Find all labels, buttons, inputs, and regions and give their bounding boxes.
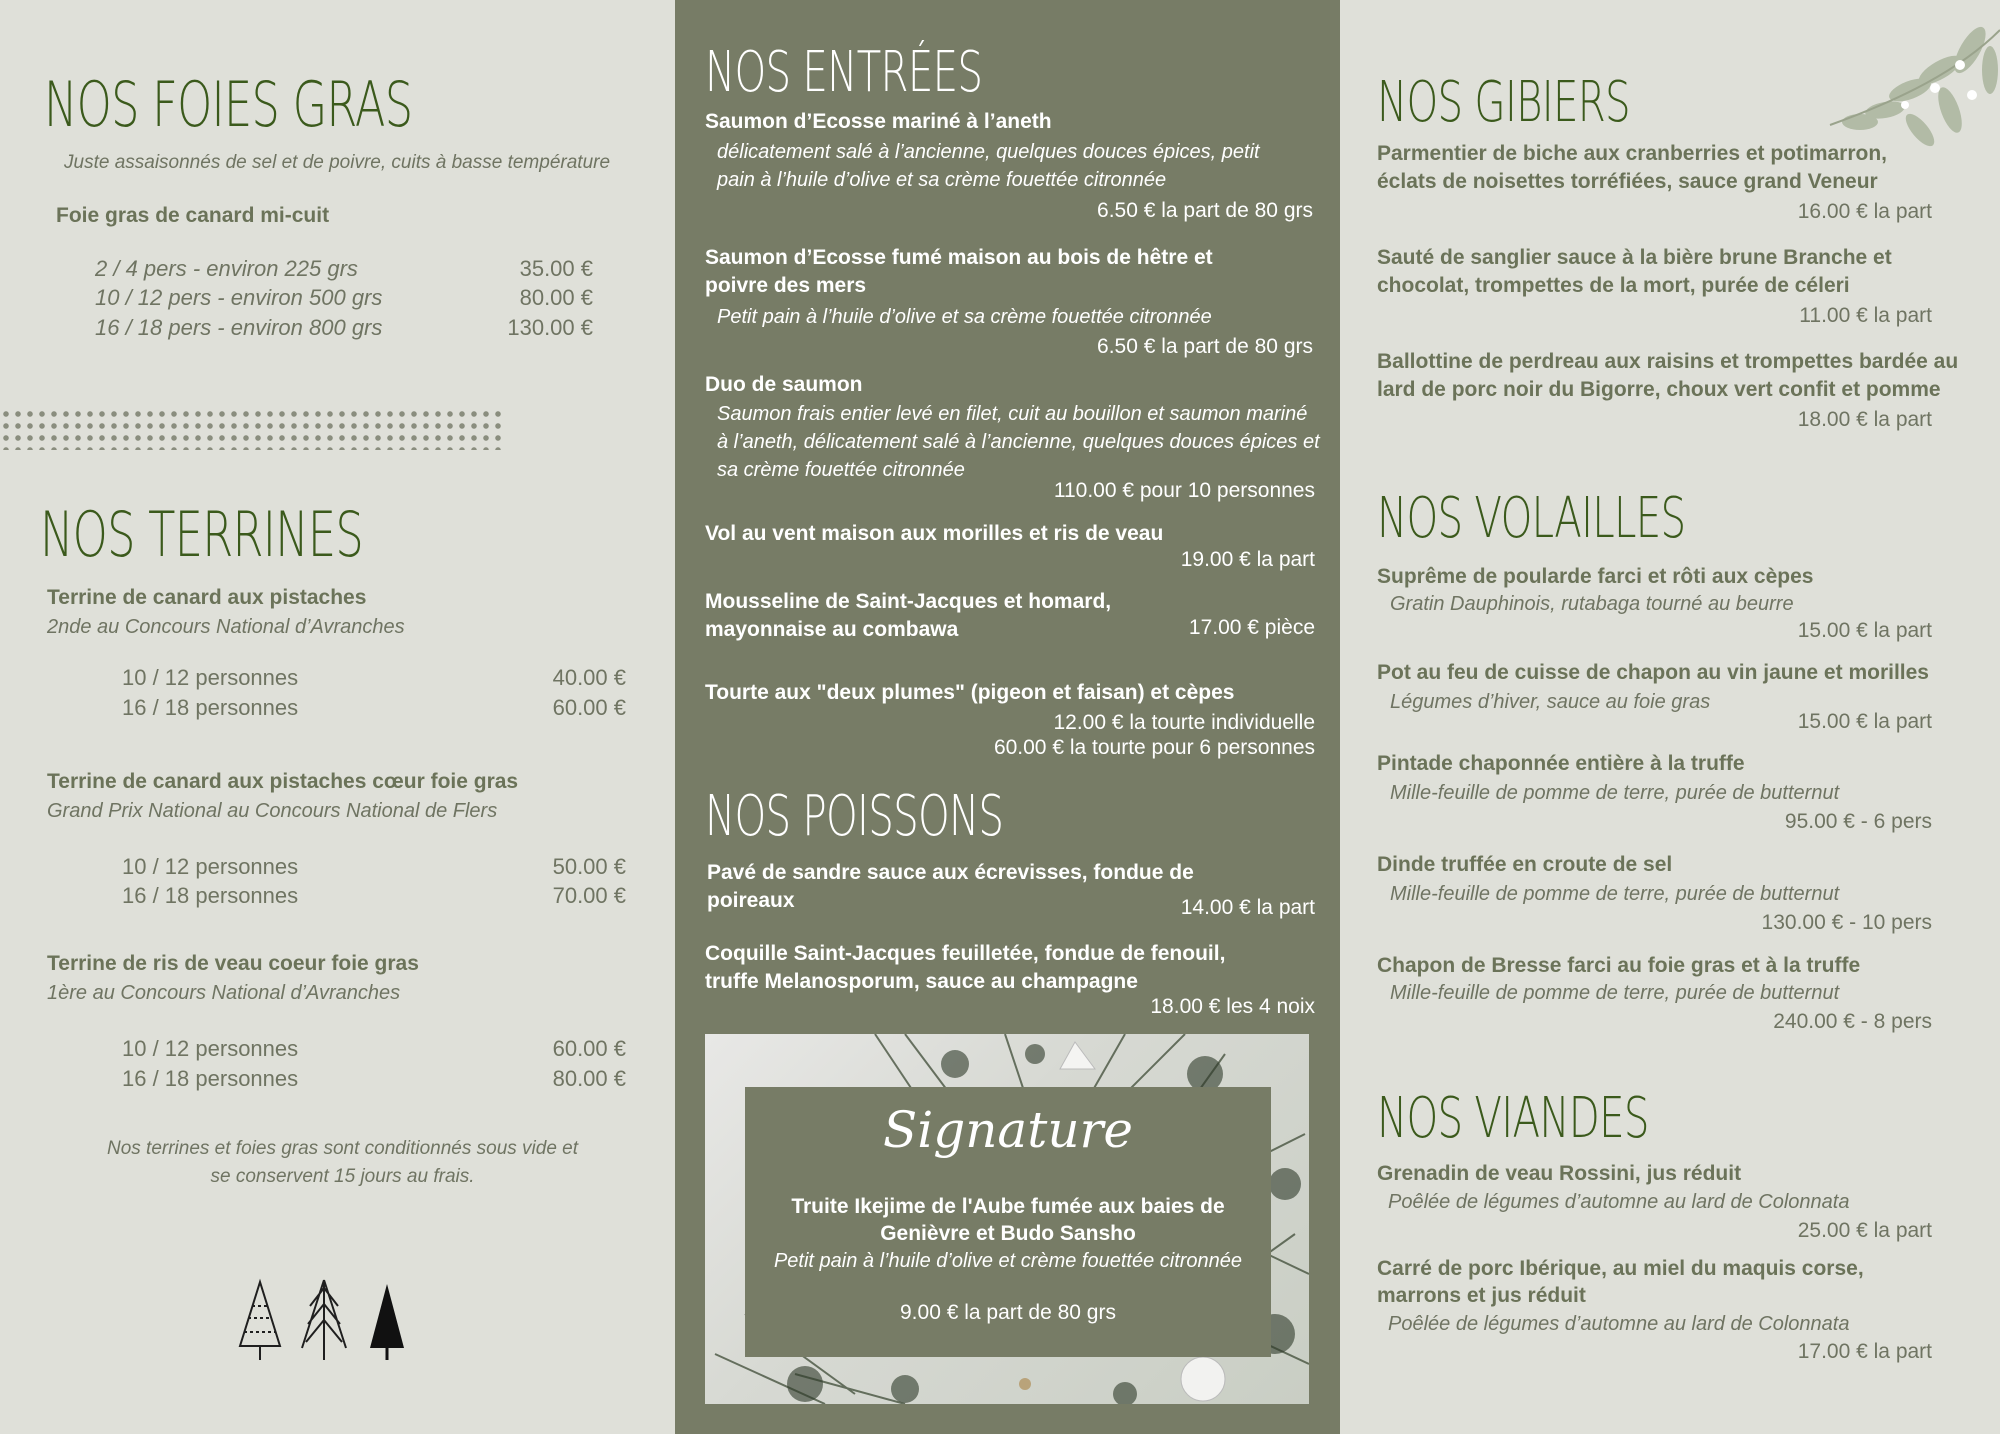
item-description: sa crème fouettée citronnée [717,459,965,481]
item-price: 60.00 € la tourte pour 6 personnes [993,736,1315,759]
item-name: chocolat, trompettes de la mort, purée de céleri [1377,274,1850,297]
price-row-value: 60.00 € [552,695,626,720]
item-name: Carré de porc Ibérique, au miel du maquis corse, [1377,1257,1864,1280]
item-description: Poêlée de légumes d’automne au lard de Colonnata [1388,1191,1850,1213]
item-description: Saumon frais entier levé en filet, cuit au bouillon et saumon mariné [717,403,1308,425]
storage-note: se conservent 15 jours au frais. [210,1166,475,1187]
signature-item-description: Petit pain à l’huile d’olive et crème fouettée citronnée [773,1250,1243,1272]
terrine-name: Terrine de canard aux pistaches [47,586,367,609]
item-price: 240.00 € - 8 pers [1773,1010,1932,1033]
price-row-value: 60.00 € [552,1036,626,1061]
item-price: 6.50 € la part de 80 grs [1097,199,1313,222]
price-row-label: 10 / 12 personnes [122,854,299,879]
item-name: poireaux [707,889,795,912]
item-price: 16.00 € la part [1797,200,1932,223]
price-row-label: 16 / 18 personnes [122,695,299,720]
dots-pattern [0,408,504,450]
item-name: Vol au vent maison aux morilles et ris de veau [705,522,1164,545]
terrine-award: 1ère au Concours National d’Avranches [47,982,401,1004]
item-name: mayonnaise au combawa [705,618,959,641]
item-name: truffe Melanosporum, sauce au champagne [705,970,1138,993]
item-description: Gratin Dauphinois, rutabaga tourné au beurre [1390,593,1794,615]
terrine-award: Grand Prix National au Concours National de Flers [47,800,498,822]
item-description: à l’aneth, délicatement salé à l’ancienne, quelques douces épices et [717,431,1320,453]
price-row-label: 16 / 18 personnes [122,1066,299,1091]
item-name: Dinde truffée en croute de sel [1377,853,1673,876]
item-name: marrons et jus réduit [1377,1284,1586,1307]
price-row-value: 80.00 € [552,1066,626,1091]
item-name: Mousseline de Saint-Jacques et homard, [705,590,1112,613]
item-price: 17.00 € pièce [1188,616,1315,639]
entrees-heading: NOS ENTRÉES [705,40,983,105]
item-description: Légumes d’hiver, sauce au foie gras [1390,691,1711,713]
item-price: 25.00 € la part [1797,1219,1932,1242]
price-row-label: 10 / 12 personnes [122,665,299,690]
item-price: 95.00 € - 6 pers [1784,810,1932,833]
christmas-tree-icon [232,1276,412,1362]
item-description: délicatement salé à l’ancienne, quelques douces épices, petit [717,141,1260,163]
foies-gras-heading: NOS FOIES GRAS [44,68,413,141]
item-price: 18.00 € la part [1797,408,1932,431]
item-price: 19.00 € la part [1180,548,1315,571]
item-description: pain à l’huile d’olive et sa crème fouettée citronnée [717,169,1167,191]
price-row-label: 16 / 18 pers - environ 800 grs [95,315,383,340]
price-row-value: 40.00 € [552,665,626,690]
item-price: 12.00 € la tourte individuelle [1053,711,1315,734]
item-name: Saumon d’Ecosse fumé maison au bois de hêtre et [705,246,1213,269]
foies-gras-subtitle: Juste assaisonnés de sel et de poivre, cuits à basse température [64,152,611,173]
item-name: Suprême de poularde farci et rôti aux cèpes [1377,565,1814,588]
item-price: 110.00 € pour 10 personnes [1053,479,1315,502]
item-description: Poêlée de légumes d’automne au lard de Colonnata [1388,1313,1850,1335]
item-price: 11.00 € la part [1799,304,1932,327]
signature-item-name: Truite Ikejime de l'Aube fumée aux baies de [791,1195,1225,1218]
item-name: Tourte aux "deux plumes" (pigeon et faisan) et cèpes [705,681,1235,704]
viandes-heading: NOS VIANDES [1377,1086,1649,1151]
price-row-value: 70.00 € [552,883,626,908]
item-description: Petit pain à l’huile d’olive et sa crème fouettée citronnée [717,306,1212,328]
item-name: lard de porc noir du Bigorre, choux vert confit et pomme [1377,378,1941,401]
item-name: Grenadin de veau Rossini, jus réduit [1377,1162,1742,1185]
item-description: Mille-feuille de pomme de terre, purée de butternut [1390,782,1840,804]
item-name: Ballottine de perdreau aux raisins et trompettes bardée au [1377,350,1959,373]
signature-box [745,1087,1271,1357]
price-row-label: 2 / 4 pers - environ 225 grs [95,256,358,281]
price-row-value: 130.00 € [507,315,593,340]
item-name: poivre des mers [705,274,867,297]
terrines-heading: NOS TERRINES [40,498,364,571]
price-row-label: 10 / 12 personnes [122,1036,299,1061]
gibiers-heading: NOS GIBIERS [1377,70,1630,135]
item-name: Pintade chaponnée entière à la truffe [1377,752,1745,775]
item-name: Chapon de Bresse farci au foie gras et à la truffe [1377,954,1861,977]
item-description: Mille-feuille de pomme de terre, purée de butternut [1390,982,1840,1004]
item-name: éclats de noisettes torréfiées, sauce grand Veneur [1377,170,1878,193]
price-row-label: 10 / 12 pers - environ 500 grs [95,285,383,310]
item-price: 15.00 € la part [1797,619,1932,642]
item-description: Mille-feuille de pomme de terre, purée de butternut [1390,883,1840,905]
price-row-value: 35.00 € [519,256,593,281]
terrine-name: Terrine de canard aux pistaches cœur foie gras [47,770,519,793]
item-price: 6.50 € la part de 80 grs [1097,335,1313,358]
item-name: Saumon d’Ecosse mariné à l’aneth [705,110,1052,133]
foies-gras-product: Foie gras de canard mi-cuit [56,204,330,227]
terrine-award: 2nde au Concours National d’Avranches [47,616,405,638]
signature-item-price: 9.00 € la part de 80 grs [900,1301,1116,1324]
item-price: 130.00 € - 10 pers [1761,911,1932,934]
item-price: 15.00 € la part [1797,710,1932,733]
storage-note: Nos terrines et foies gras sont conditionnés sous vide et [106,1138,579,1159]
item-name: Pot au feu de cuisse de chapon au vin jaune et morilles [1377,661,1929,684]
price-row-value: 50.00 € [552,854,626,879]
poissons-heading: NOS POISSONS [705,784,1004,849]
price-row-label: 16 / 18 personnes [122,883,299,908]
volailles-heading: NOS VOLAILLES [1377,486,1686,551]
terrine-name: Terrine de ris de veau coeur foie gras [47,952,419,975]
price-row-value: 80.00 € [519,285,593,310]
item-name: Pavé de sandre sauce aux écrevisses, fondue de [707,861,1194,884]
signature-title: Signature [882,1101,1134,1159]
mistletoe-icon [1800,10,2000,160]
item-name: Parmentier de biche aux cranberries et potimarron, [1377,142,1888,165]
signature-item-name: Genièvre et Budo Sansho [880,1222,1136,1245]
item-price: 17.00 € la part [1797,1340,1932,1363]
item-name: Duo de saumon [705,373,863,396]
item-price: 14.00 € la part [1180,896,1315,919]
item-name: Sauté de sanglier sauce à la bière brune Branche et [1377,246,1892,269]
item-price: 18.00 € les 4 noix [1150,995,1315,1018]
item-name: Coquille Saint-Jacques feuilletée, fondue de fenouil, [705,942,1226,965]
